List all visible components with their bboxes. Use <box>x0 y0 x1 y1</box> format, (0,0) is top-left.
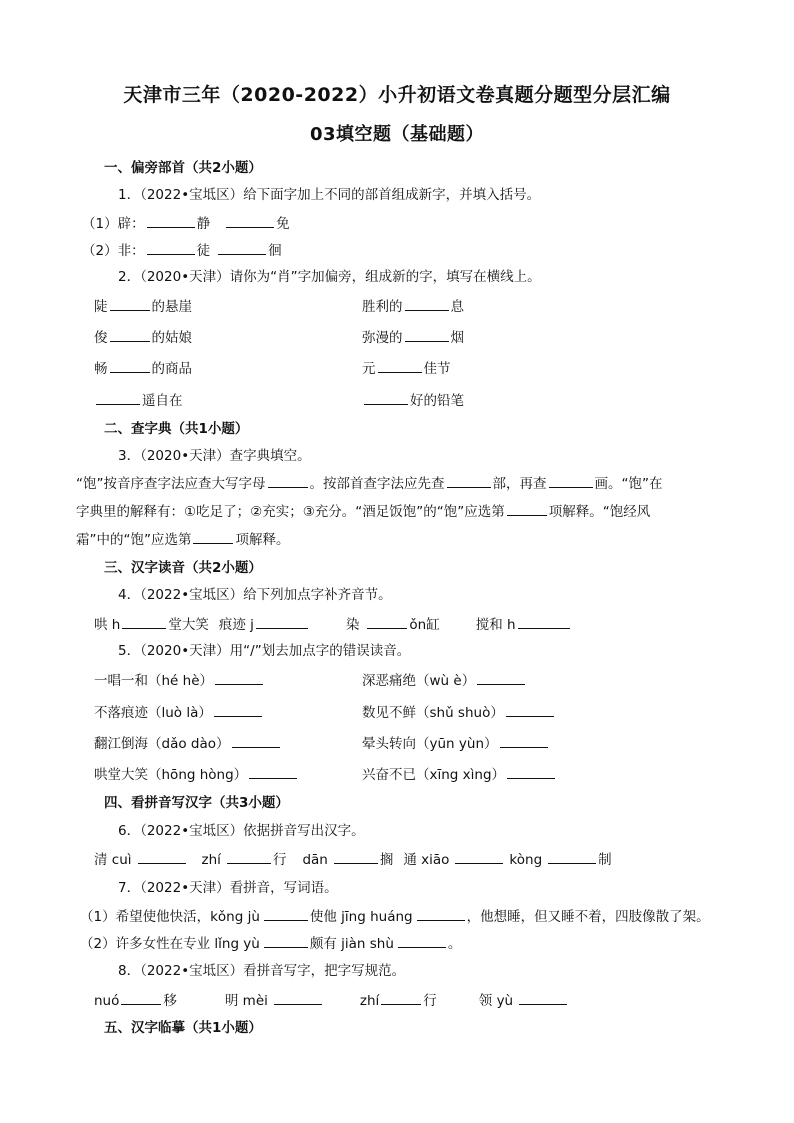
section-heading-pinyin: 四、看拼音写汉字（共3小题） <box>104 795 289 811</box>
answer-blank[interactable] <box>506 703 554 717</box>
answer-blank[interactable] <box>138 850 186 864</box>
answer-blank[interactable] <box>96 391 140 405</box>
answer-blank[interactable] <box>378 359 422 373</box>
answer-blank[interactable] <box>227 850 271 864</box>
word-part: 徒 <box>196 243 211 259</box>
answer-blank[interactable] <box>447 474 491 488</box>
answer-blank[interactable] <box>381 991 421 1005</box>
question-1-row-2 <box>82 241 282 260</box>
answer-blank[interactable] <box>256 615 308 629</box>
answer-blank[interactable] <box>405 328 449 342</box>
answer-blank[interactable] <box>334 850 378 864</box>
answer-blank[interactable] <box>226 214 274 228</box>
question-5-item: 晕头转向（yūn yùn） <box>362 734 550 753</box>
question-2-item: 元 佳节 <box>362 361 451 377</box>
document-subtitle: 03填空题（基础题） <box>309 124 485 145</box>
question-5-item: 深恶痛绝（wù è） <box>362 671 527 690</box>
answer-blank[interactable] <box>549 474 593 488</box>
row-label: （2）非： <box>82 243 145 259</box>
answer-blank[interactable] <box>367 615 407 629</box>
answer-blank[interactable] <box>398 934 446 948</box>
answer-blank[interactable] <box>249 765 297 779</box>
question-2-item: 畅 的商品 <box>94 361 192 377</box>
answer-blank[interactable] <box>500 734 548 748</box>
answer-blank[interactable] <box>264 934 308 948</box>
question-6-row: 清 cuì zhí 行 dān 搁 通 xiāo kòng 制 <box>94 852 612 868</box>
question-3-line-2: 字典里的解释有：①吃足了；②充实；③充分。“酒足饭饱”的“饱”应选第 项解释。“饱经风 <box>76 504 651 520</box>
question-2-item: 俊 的姑娘 <box>94 330 192 346</box>
answer-blank[interactable] <box>122 615 166 629</box>
question-2-item: 陡 的悬崖 <box>94 299 192 315</box>
answer-blank[interactable] <box>110 328 150 342</box>
answer-blank[interactable] <box>121 991 161 1005</box>
question-2-item: 胜利的 息 <box>362 299 464 315</box>
answer-blank[interactable] <box>215 671 263 685</box>
question-4-row: 哄 h 堂大笑 痕迹 j 染 ǒn缸 搅和 h <box>94 615 572 634</box>
row-label: （1）辟： <box>82 216 145 232</box>
section-heading-copying: 五、汉字临摹（共1小题） <box>104 1020 262 1036</box>
answer-blank[interactable] <box>455 850 503 864</box>
question-5-item: 不落痕迹（luò là） <box>94 703 264 722</box>
question-2-item: 遥自在 <box>94 391 183 410</box>
answer-blank[interactable] <box>147 214 195 228</box>
answer-blank[interactable] <box>214 703 262 717</box>
question-1-row-1 <box>82 214 290 233</box>
answer-blank[interactable] <box>417 907 465 921</box>
answer-blank[interactable] <box>110 297 150 311</box>
question-5-item: 一唱一和（hé hè） <box>94 671 265 690</box>
question-5-item: 哄堂大笑（hōng hòng） <box>94 765 299 784</box>
answer-blank[interactable] <box>264 907 308 921</box>
question-5-item: 数见不鲜（shǔ shuò） <box>362 703 556 722</box>
answer-blank[interactable] <box>193 530 233 544</box>
answer-blank[interactable] <box>518 615 570 629</box>
answer-blank[interactable] <box>477 671 525 685</box>
question-7-stem: 7．（2022•天津）看拼音，写词语。 <box>118 880 338 896</box>
section-heading-pronunciation: 三、汉字读音（共2小题） <box>104 560 262 576</box>
document-title: 天津市三年（2020-2022）小升初语文卷真题分题型分层汇编 <box>123 84 671 106</box>
question-3-line-3: 霜”中的“饱”应选第 项解释。 <box>76 532 290 548</box>
section-heading-dictionary: 二、查字典（共1小题） <box>104 421 249 437</box>
word-part: 徊 <box>268 243 282 259</box>
word-part: 静 <box>196 216 211 232</box>
answer-blank[interactable] <box>274 991 322 1005</box>
question-2-item: 弥漫的 烟 <box>362 330 464 346</box>
answer-blank[interactable] <box>519 991 567 1005</box>
answer-blank[interactable] <box>232 734 280 748</box>
question-3-stem: 3．（2020•天津）查字典填空。 <box>118 448 311 464</box>
question-5-item: 兴奋不已（xīng xìng） <box>362 765 557 784</box>
question-7-row-1: （1）希望使他快活，kǒng jù 使他 jīng huáng ，他想睡，但又睡不着，四肢像散了架。 <box>80 909 710 925</box>
section-heading-radicals: 一、偏旁部首（共2小题） <box>104 160 262 176</box>
question-5-stem: 5．（2020•天津）用“/”划去加点字的错误读音。 <box>118 643 411 659</box>
answer-blank[interactable] <box>548 850 596 864</box>
answer-blank[interactable] <box>405 297 449 311</box>
answer-blank[interactable] <box>110 359 150 373</box>
answer-blank[interactable] <box>147 241 195 255</box>
question-6-stem: 6．（2022•宝坻区）依据拼音写出汉字。 <box>118 823 365 839</box>
question-2-stem: 2．（2020•天津）请你为“肖”字加偏旁，组成新的字，填写在横线上。 <box>118 269 541 285</box>
question-3-line-1: “饱”按音序查字法应查大写字母 。按部首查字法应先查 部，再查 画。“饱”在 <box>76 476 663 492</box>
question-8-row: nuó 移 明 mèi zhí 行 领 yù <box>94 991 569 1010</box>
question-1-stem: 1．（2022•宝坻区）给下面字加上不同的部首组成新字，并填入括号。 <box>118 187 541 203</box>
question-7-row-2: （2）许多女性在专业 lǐng yù 颇有 jiàn shù 。 <box>80 936 462 952</box>
question-8-stem: 8．（2022•宝坻区）看拼音写字，把字写规范。 <box>118 963 406 979</box>
answer-blank[interactable] <box>364 391 408 405</box>
answer-blank[interactable] <box>507 765 555 779</box>
question-2-item: 好的铅笔 <box>362 391 464 410</box>
word-part: 免 <box>276 216 290 232</box>
question-5-item: 翻江倒海（dǎo dào） <box>94 734 282 753</box>
answer-blank[interactable] <box>268 474 308 488</box>
answer-blank[interactable] <box>218 241 266 255</box>
question-4-stem: 4．（2022•宝坻区）给下列加点字补齐音节。 <box>118 587 392 603</box>
answer-blank[interactable] <box>507 502 547 516</box>
